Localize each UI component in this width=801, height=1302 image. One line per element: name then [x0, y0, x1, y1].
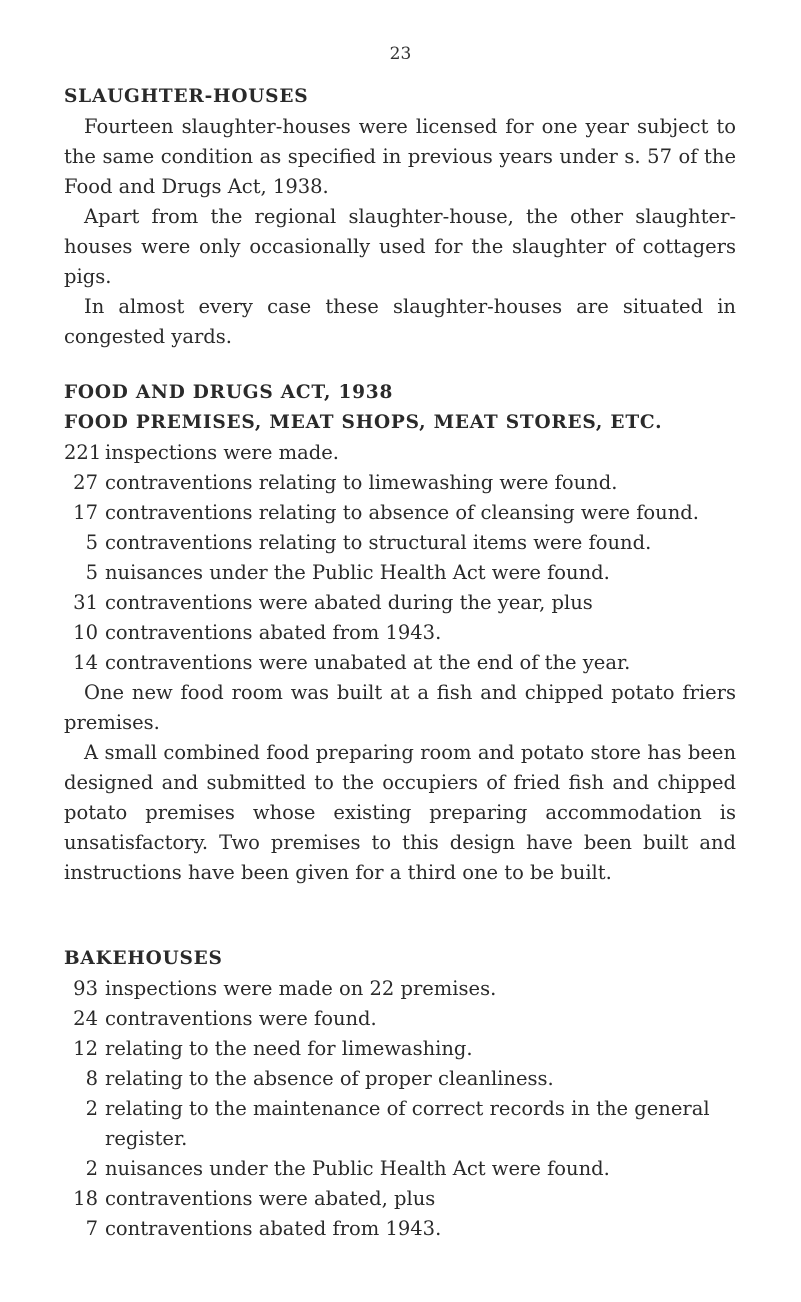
item-count: 27	[73, 471, 98, 494]
item-text: contraventions were found.	[105, 1007, 377, 1030]
item-count: 5	[85, 561, 98, 584]
item-count: 18	[73, 1187, 98, 1210]
item-text: contraventions were abated, plus	[105, 1187, 436, 1210]
item-text: contraventions relating to absence of cleansing were found.	[105, 501, 699, 524]
list-item	[64, 1034, 736, 1064]
list-item	[64, 1184, 736, 1214]
section-heading: SLAUGHTER-HOUSES	[64, 86, 309, 107]
slaughter-houses-section	[64, 82, 736, 352]
item-count: 31	[73, 591, 98, 614]
item-text: contraventions were unabated at the end of the year.	[105, 651, 631, 674]
list-item	[64, 1214, 736, 1244]
page-number: 23	[389, 44, 412, 64]
item-count: 12	[73, 1037, 98, 1060]
item-text: inspections were made on 22 premises.	[105, 977, 497, 1000]
item-text: relating to the maintenance of correct records in the general register.	[105, 1097, 710, 1150]
paragraph: Fourteen slaughter-houses were licensed for one year subject to the same condition as specified in previous years under s. 57 of the Food and Drugs Act, 1938.	[64, 115, 736, 198]
item-text: nuisances under the Public Health Act were found.	[105, 1157, 610, 1180]
paragraph: In almost every case these slaughter-houses are situated in congested yards.	[64, 295, 736, 348]
section-subheading: FOOD PREMISES, MEAT SHOPS, MEAT STORES, ETC.	[64, 412, 663, 433]
list-item	[64, 528, 736, 558]
item-count: 8	[85, 1067, 98, 1090]
item-text: contraventions were abated during the year, plus	[105, 591, 593, 614]
item-count: 2	[85, 1157, 98, 1180]
bakehouses-section	[64, 944, 736, 1244]
item-text: nuisances under the Public Health Act were found.	[105, 561, 610, 584]
item-text: contraventions abated from 1943.	[105, 1217, 442, 1240]
list-item	[64, 558, 736, 588]
list-item	[64, 1004, 736, 1034]
list-item	[64, 1154, 736, 1184]
item-text: relating to the need for limewashing.	[105, 1037, 473, 1060]
list-item	[64, 974, 736, 1004]
item-count: 2	[85, 1097, 98, 1120]
item-text: contraventions relating to limewashing were found.	[105, 471, 618, 494]
item-count: 10	[73, 621, 98, 644]
item-count: 24	[73, 1007, 98, 1030]
list-item	[64, 498, 736, 528]
item-text: contraventions relating to structural items were found.	[105, 531, 652, 554]
list-item	[64, 468, 736, 498]
item-text: inspections were made.	[105, 441, 339, 464]
list-item	[64, 1094, 736, 1154]
item-count: 5	[85, 531, 98, 554]
item-text: contraventions abated from 1943.	[105, 621, 442, 644]
list-item	[64, 438, 736, 468]
item-count: 14	[73, 651, 98, 674]
paragraph: One new food room was built at a fish and chipped potato friers premises.	[64, 681, 736, 734]
item-count: 221	[64, 441, 102, 464]
list-item	[64, 648, 736, 678]
paragraph: Apart from the regional slaughter-house, the other slaughter-houses were only occasionally used for the slaughter of cottagers pigs.	[64, 205, 736, 288]
list-item	[64, 618, 736, 648]
item-count: 93	[73, 977, 98, 1000]
item-count: 17	[73, 501, 98, 524]
list-item	[64, 588, 736, 618]
paragraph: A small combined food preparing room and potato store has been designed and submitted to the occupiers of fried fish and chipped potato premises whose existing preparing accommodation is unsatisfactory. Two premises to this design have been built and instructions have been given for a third one to be built.	[64, 741, 736, 884]
section-heading: BAKEHOUSES	[64, 948, 223, 969]
list-item	[64, 1064, 736, 1094]
item-text: relating to the absence of proper cleanliness.	[105, 1067, 554, 1090]
item-count: 7	[85, 1217, 98, 1240]
food-and-drugs-section	[64, 378, 736, 888]
section-heading: FOOD AND DRUGS ACT, 1938	[64, 382, 394, 403]
